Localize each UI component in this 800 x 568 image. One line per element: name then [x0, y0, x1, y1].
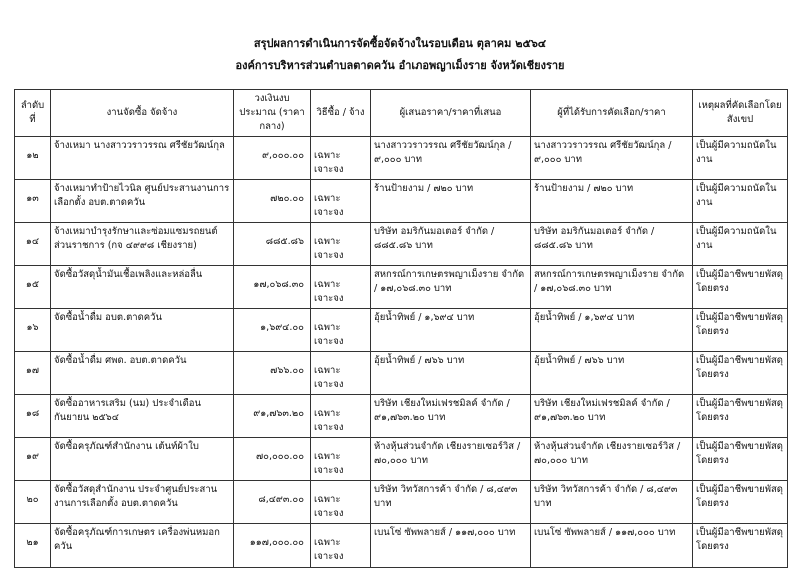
- row-number: ๑๔: [15, 223, 51, 266]
- procurement-item: จัดซื้อน้ำดื่ม อบต.ตาดควัน: [51, 309, 234, 352]
- procurement-item: จ้างเหมา นางสาววราวรรณ ศรีชัยวัฒน์กุล: [51, 137, 234, 180]
- selection-reason: เป็นผู้มีอาชีพขายพัสดุโดยตรง: [693, 266, 788, 309]
- row-number: ๑๕: [15, 266, 51, 309]
- procurement-item: จัดซื้อครุภัณฑ์สำนักงาน เต้นท์ผ้าใบ: [51, 438, 234, 481]
- procurement-method: เฉพาะเจาะจง: [311, 137, 371, 180]
- budget-amount: ๘๘๕.๘๖: [234, 223, 311, 266]
- document-subtitle: องค์การบริหารส่วนตำบลตาดควัน อำเภอพญาเม็งราย จังหวัดเชียงราย: [235, 59, 565, 72]
- table-row: [15, 266, 788, 309]
- header-item: งานจัดซื้อ จัดจ้าง: [51, 90, 234, 137]
- procurement-method: เฉพาะเจาะจง: [311, 309, 371, 352]
- selected-vendor-price: ร้านป้ายงาม / ๗๒๐ บาท: [531, 180, 693, 223]
- procurement-item: จัดซื้อน้ำดื่ม ศพด. อบต.ตาดควัน: [51, 352, 234, 395]
- selection-reason: เป็นผู้มีความถนัดในงาน: [693, 180, 788, 223]
- procurement-item: จัดซื้อวัสดุน้ำมันเชื้อเพลิงและหล่อลื่น: [51, 266, 234, 309]
- header-winner: ผู้ที่ได้รับการคัดเลือก/ราคา: [531, 90, 693, 137]
- header-method: วิธีซื้อ / จ้าง: [311, 90, 371, 137]
- header-bidder: ผู้เสนอราคา/ราคาที่เสนอ: [371, 90, 531, 137]
- budget-amount: ๘,๔๙๓.๐๐: [234, 481, 311, 524]
- procurement-item: จ้างเหมาบำรุงรักษาและซ่อมแซมรถยนต์ส่วนราชการ (กจ ๔๙๙๘ เชียงราย): [51, 223, 234, 266]
- procurement-item: จัดซื้ออาหารเสริม (นม) ประจำเดือนกันยายน ๒๕๖๔: [51, 395, 234, 438]
- row-number: ๑๗: [15, 352, 51, 395]
- selection-reason: เป็นผู้มีความถนัดในงาน: [693, 223, 788, 266]
- table-row: [15, 352, 788, 395]
- budget-amount: ๑,๖๙๔.๐๐: [234, 309, 311, 352]
- procurement-method: เฉพาะเจาะจง: [311, 266, 371, 309]
- header-budget: วงเงินงบประมาณ (ราคากลาง): [234, 90, 311, 137]
- budget-amount: ๑๑๗,๐๐๐.๐๐: [234, 524, 311, 568]
- header-reason: เหตุผลที่คัดเลือกโดยสังเขป: [693, 90, 788, 137]
- table-row: [15, 395, 788, 438]
- header-no: ลำดับที่: [15, 90, 51, 137]
- selected-vendor-price: บริษัท เชียงใหม่เฟรชมิลค์ จำกัด / ๙๑,๗๖๓.๒๐ บาท: [531, 395, 693, 438]
- row-number: ๒๐: [15, 481, 51, 524]
- bidder-price: สหกรณ์การเกษตรพญาเม็งราย จำกัด / ๑๗,๐๖๘.๓๐ บาท: [371, 266, 531, 309]
- selection-reason: เป็นผู้มีอาชีพขายพัสดุโดยตรง: [693, 395, 788, 438]
- selection-reason: เป็นผู้มีอาชีพขายพัสดุโดยตรง: [693, 309, 788, 352]
- table-row: [15, 438, 788, 481]
- bidder-price: บริษัท อมริกันมอเตอร์ จำกัด / ๘๘๕.๘๖ บาท: [371, 223, 531, 266]
- row-number: ๒๑: [15, 524, 51, 568]
- selection-reason: เป็นผู้มีอาชีพขายพัสดุโดยตรง: [693, 481, 788, 524]
- procurement-method: เฉพาะเจาะจง: [311, 395, 371, 438]
- budget-amount: ๙๑,๗๖๓.๒๐: [234, 395, 311, 438]
- procurement-method: เฉพาะเจาะจง: [311, 524, 371, 568]
- procurement-method: เฉพาะเจาะจง: [311, 180, 371, 223]
- bidder-price: ห้างหุ้นส่วนจำกัด เชียงรายเซอร์วิส / ๗๐,๐๐๐ บาท: [371, 438, 531, 481]
- selected-vendor-price: อุ้ยน้ำทิพย์ / ๑,๖๙๔ บาท: [531, 309, 693, 352]
- row-number: ๑๘: [15, 395, 51, 438]
- table-header-row: [15, 90, 788, 137]
- table-row: [15, 137, 788, 180]
- table-row: [15, 524, 788, 568]
- procurement-item: จัดซื้อครุภัณฑ์การเกษตร เครื่องพ่นหมอกควัน: [51, 524, 234, 568]
- selection-reason: เป็นผู้มีอาชีพขายพัสดุโดยตรง: [693, 438, 788, 481]
- bidder-price: บริษัท เชียงใหม่เฟรชมิลค์ จำกัด / ๙๑,๗๖๓.๒๐ บาท: [371, 395, 531, 438]
- selection-reason: เป็นผู้มีความถนัดในงาน: [693, 137, 788, 180]
- row-number: ๑๒: [15, 137, 51, 180]
- procurement-method: เฉพาะเจาะจง: [311, 438, 371, 481]
- bidder-price: อุ้ยน้ำทิพย์ / ๗๖๖ บาท: [371, 352, 531, 395]
- table-row: [15, 223, 788, 266]
- budget-amount: ๗๐,๐๐๐.๐๐: [234, 438, 311, 481]
- procurement-item: จ้างเหมาทำป้ายไวนิล ศูนย์ประสานงานการเลือกตั้ง อบต.ตาดควัน: [51, 180, 234, 223]
- row-number: ๑๖: [15, 309, 51, 352]
- budget-amount: ๙,๐๐๐.๐๐: [234, 137, 311, 180]
- budget-amount: ๗๖๖.๐๐: [234, 352, 311, 395]
- table-row: [15, 481, 788, 524]
- row-number: ๑๓: [15, 180, 51, 223]
- budget-amount: ๗๒๐.๐๐: [234, 180, 311, 223]
- procurement-table: [14, 89, 788, 568]
- bidder-price: นางสาววราวรรณ ศรีชัยวัฒน์กุล / ๙,๐๐๐ บาท: [371, 137, 531, 180]
- table-body: [15, 137, 788, 568]
- table-row: [15, 180, 788, 223]
- bidder-price: เบนโซ่ ซัพพลายส์ / ๑๑๗,๐๐๐ บาท: [371, 524, 531, 568]
- selected-vendor-price: นางสาววราวรรณ ศรีชัยวัฒน์กุล / ๙,๐๐๐ บาท: [531, 137, 693, 180]
- selected-vendor-price: บริษัท อมริกันมอเตอร์ จำกัด / ๘๘๕.๘๖ บาท: [531, 223, 693, 266]
- selected-vendor-price: เบนโซ่ ซัพพลายส์ / ๑๑๗,๐๐๐ บาท: [531, 524, 693, 568]
- procurement-item: จัดซื้อวัสดุสำนักงาน ประจำศูนย์ประสานงานการเลือกตั้ง อบต.ตาดควัน: [51, 481, 234, 524]
- selected-vendor-price: อุ้ยน้ำทิพย์ / ๗๖๖ บาท: [531, 352, 693, 395]
- selection-reason: เป็นผู้มีอาชีพขายพัสดุโดยตรง: [693, 524, 788, 568]
- selected-vendor-price: ห้างหุ้นส่วนจำกัด เชียงรายเซอร์วิส / ๗๐,๐๐๐ บาท: [531, 438, 693, 481]
- procurement-method: เฉพาะเจาะจง: [311, 352, 371, 395]
- budget-amount: ๑๗,๐๖๘.๓๐: [234, 266, 311, 309]
- document-title: สรุปผลการดำเนินการจัดซื้อจัดจ้างในรอบเดือน ตุลาคม ๒๕๖๔: [253, 37, 547, 50]
- procurement-method: เฉพาะเจาะจง: [311, 481, 371, 524]
- selected-vendor-price: บริษัท วิทวัสการค้า จำกัด / ๘,๔๙๓ บาท: [531, 481, 693, 524]
- bidder-price: บริษัท วิทวัสการค้า จำกัด / ๘,๔๙๓ บาท: [371, 481, 531, 524]
- bidder-price: ร้านป้ายงาม / ๗๒๐ บาท: [371, 180, 531, 223]
- bidder-price: อุ้ยน้ำทิพย์ / ๑,๖๙๔ บาท: [371, 309, 531, 352]
- selection-reason: เป็นผู้มีอาชีพขายพัสดุโดยตรง: [693, 352, 788, 395]
- table-row: [15, 309, 788, 352]
- row-number: ๑๙: [15, 438, 51, 481]
- procurement-method: เฉพาะเจาะจง: [311, 223, 371, 266]
- selected-vendor-price: สหกรณ์การเกษตรพญาเม็งราย จำกัด / ๑๗,๐๖๘.๓๐ บาท: [531, 266, 693, 309]
